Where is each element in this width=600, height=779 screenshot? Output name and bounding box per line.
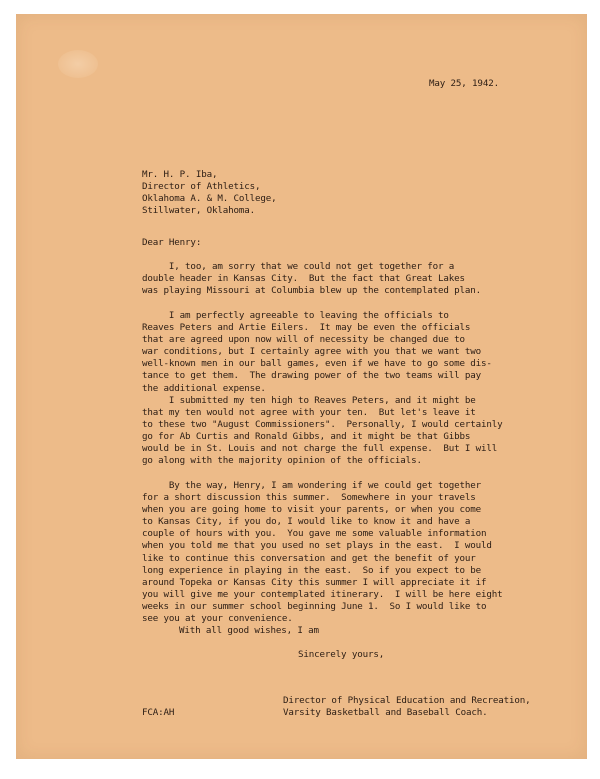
address-line: Mr. H. P. Iba, [142, 169, 218, 180]
reference-initials: FCA:AH [142, 707, 175, 718]
address-line: Stillwater, Oklahoma. [142, 205, 256, 217]
letter-paper [16, 14, 587, 759]
body-paragraph-1: I, too, am sorry that we could not get together for a double header in Kansas City. But the fact that Great Lakes was playing Missouri at Columbia blew up the contemplated plan. [142, 261, 482, 297]
letter-date: May 25, 1942. [429, 78, 499, 89]
complimentary-close: Sincerely yours, [298, 649, 385, 660]
paper-smudge [58, 50, 98, 78]
salutation: Dear Henry: [142, 237, 202, 248]
recipient-address [142, 169, 277, 217]
address-line: Director of Athletics, [142, 181, 261, 193]
address-line: Oklahoma A. & M. College, [142, 193, 277, 205]
signature-title: Director of Physical Education and Recreation, Varsity Basketball and Baseball Coach. [283, 695, 531, 719]
body-paragraph-4: By the way, Henry, I am wondering if we could get together for a short discussion this summer. Somewhere in your travels when you are going home to visit your parents, or when you come to Kansas City, if you do, I would like to know it and have a couple of hours with you. You gave me some valuable information when you told me that you used no set plays in the east. I would like to continue this conversation and get the benefit of your long experience in playing in the east. So if you expect to be around Topeka or Kansas City this summer I will appreciate it if you will give me your contemplated itinerary. I will be here eight weeks in our summer school beginning June 1. So I would like to see you at your convenience. [142, 480, 503, 625]
closing-wishes: With all good wishes, I am [179, 625, 319, 636]
body-paragraph-2: I am perfectly agreeable to leaving the officials to Reaves Peters and Artie Eilers. It may be even the officials that are agreed upon now will of necessity be changed due to war conditions, but I certainly agree with you that we want two well-known men in our ball games, even if we have to go some dis- tance to get them. The drawing power of the two teams will pay the additional expense. [142, 310, 492, 394]
body-paragraph-3: I submitted my ten high to Reaves Peters, and it might be that my ten would not agree with your ten. But let's leave it to these two "August Commissioners". Personally, I would certainly go for Ab Curtis and Ronald Gibbs, and it might be that Gibbs would be in St. Louis and not charge the full expense. But I will go along with the majority opinion of the officials. [142, 395, 503, 467]
